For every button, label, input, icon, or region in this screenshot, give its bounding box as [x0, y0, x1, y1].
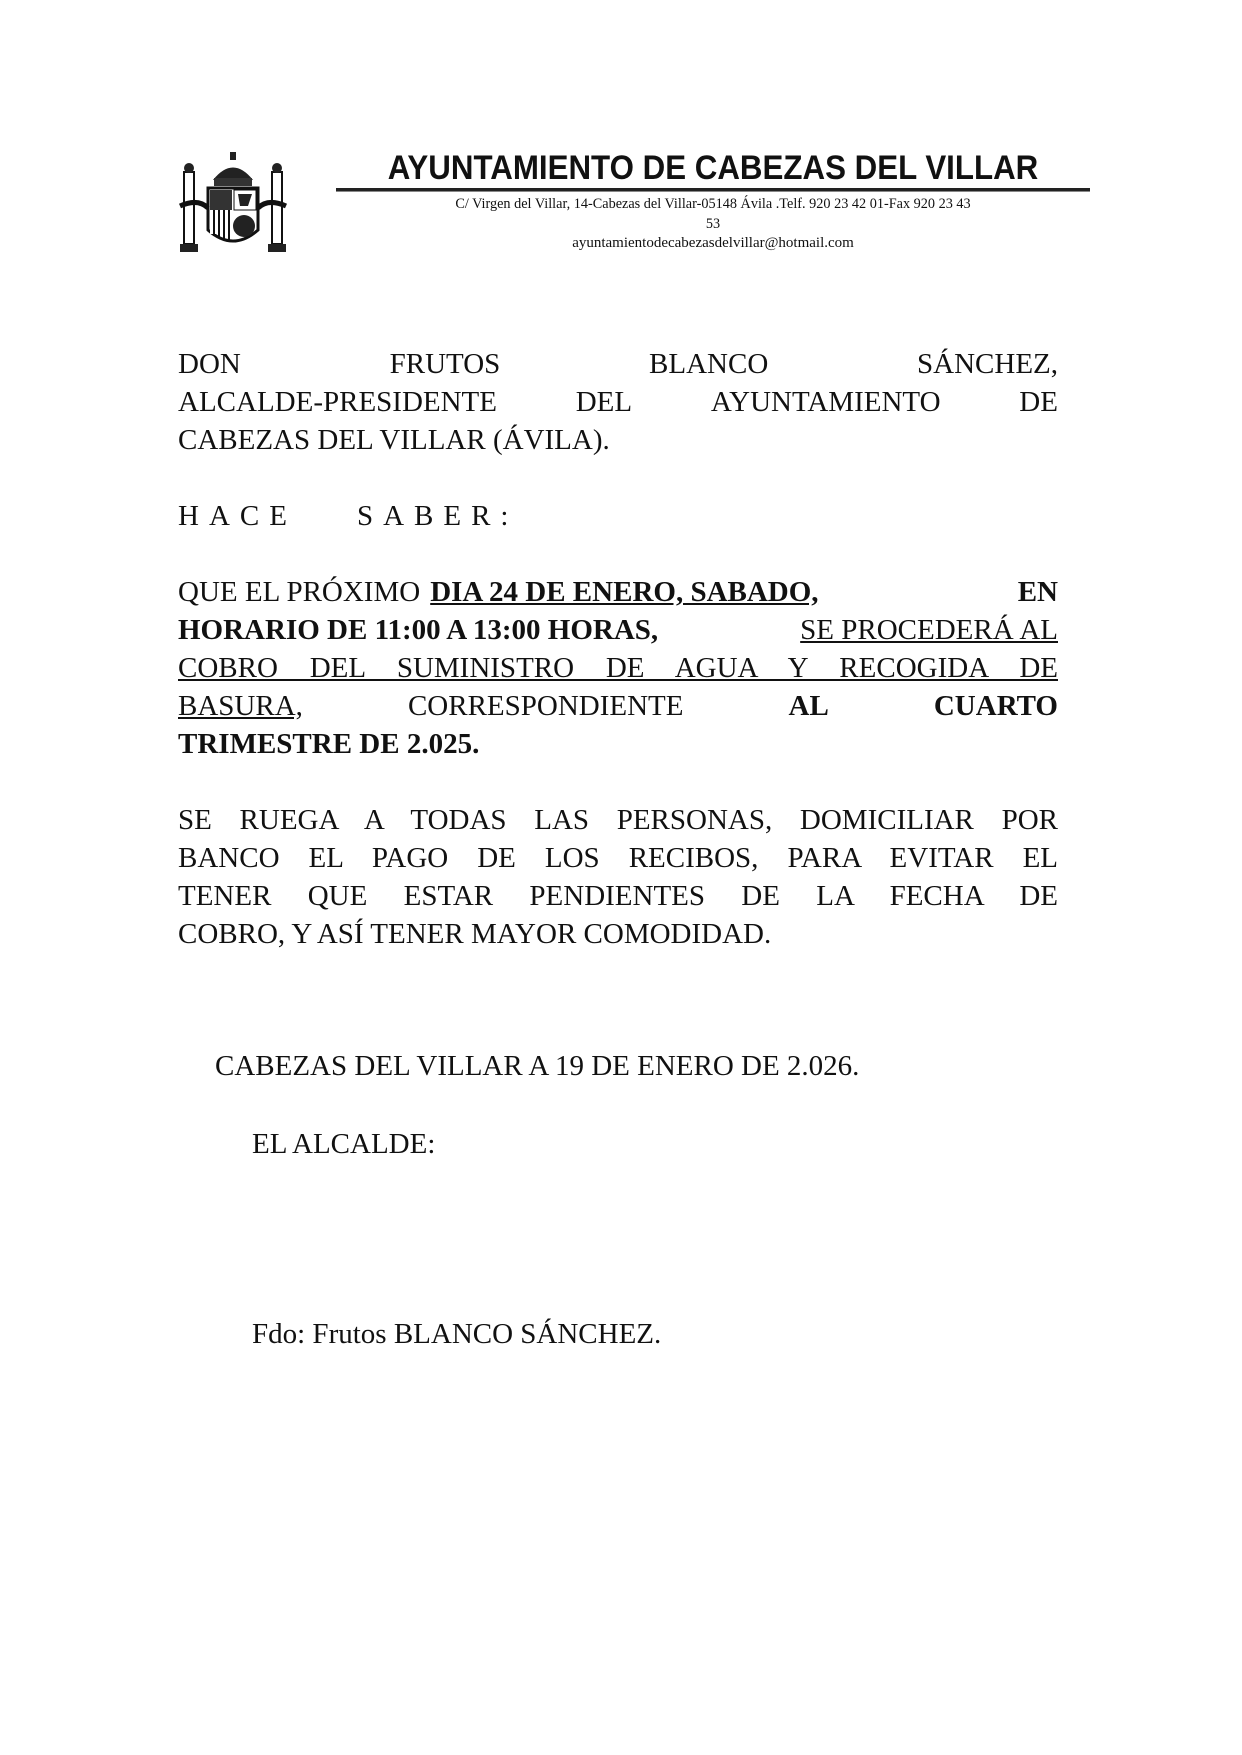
request-line-1: SE RUEGA A TODAS LAS PERSONAS, DOMICILIAR POR [178, 804, 1058, 836]
hace-saber-heading [178, 497, 1058, 535]
intro-word: DE [1019, 386, 1058, 418]
notice-text: QUE EL PRÓXIMO [178, 576, 421, 608]
intro-line-3: CABEZAS DEL VILLAR (ÁVILA). [178, 424, 610, 456]
intro-word: DEL [575, 386, 633, 418]
notice-text-underlined: SE PROCEDERÁ AL [800, 614, 1058, 646]
notice-line-2 [178, 611, 1058, 649]
notice-text: CORRESPONDIENTE [407, 690, 684, 722]
signature-name: Fdo: Frutos BLANCO SÁNCHEZ. [252, 1318, 662, 1350]
intro-word: SÁNCHEZ, [917, 348, 1058, 380]
place-and-date: CABEZAS DEL VILLAR A 19 DE ENERO DE 2.026. [215, 1050, 860, 1082]
address-line-continued: 53 [705, 216, 721, 232]
signature-title: EL ALCALDE: [252, 1128, 436, 1160]
notice-line-5: TRIMESTRE DE 2.025. [178, 728, 480, 760]
intro-word: FRUTOS [389, 348, 501, 380]
intro-word: BLANCO [649, 348, 769, 380]
intro-word: ALCALDE-PRESIDENTE [178, 386, 497, 418]
request-line-4: COBRO, Y ASÍ TENER MAYOR COMODIDAD. [178, 918, 772, 950]
address-line: C/ Virgen del Villar, 14-Cabezas del Villar-05148 Ávila .Telf. 920 23 42 01-Fax 920 23 43 [455, 196, 971, 212]
intro-paragraph [178, 345, 1058, 459]
letterhead [178, 150, 1118, 260]
notice-body [178, 345, 1058, 991]
saber-word: SABER: [356, 500, 519, 532]
request-line-3: TENER QUE ESTAR PENDIENTES DE LA FECHA DE [178, 880, 1058, 912]
request-paragraph [178, 801, 1058, 953]
intro-word: DON [178, 348, 241, 380]
coat-of-arms-icon [178, 150, 288, 255]
notice-date-highlight: DIA 24 DE ENERO, SABADO, [430, 576, 819, 608]
intro-line-1 [178, 345, 1058, 383]
notice-text-bold: CUARTO [933, 690, 1058, 722]
notice-line-3: COBRO DEL SUMINISTRO DE AGUA Y RECOGIDA DE [178, 652, 1058, 684]
notice-paragraph [178, 573, 1058, 763]
request-line-2: BANCO EL PAGO DE LOS RECIBOS, PARA EVITAR EL [178, 842, 1058, 874]
letterhead-text [328, 150, 1098, 252]
email-address: ayuntamientodecabezasdelvillar@hotmail.com [572, 235, 854, 251]
notice-text-underlined: BASURA, [178, 690, 303, 722]
notice-line-1 [178, 573, 1058, 611]
notice-text-bold: AL [788, 690, 829, 722]
notice-text-bold: EN [1017, 576, 1058, 608]
organization-title: AYUNTAMIENTO DE CABEZAS DEL VILLAR [387, 149, 1039, 187]
title-underline [336, 188, 1090, 192]
notice-time-highlight: HORARIO DE 11:00 A 13:00 HORAS, [178, 614, 659, 646]
intro-word: AYUNTAMIENTO [710, 386, 941, 418]
intro-line-2 [178, 383, 1058, 421]
hace-word: HACE [178, 500, 297, 532]
notice-line-4 [178, 687, 1058, 725]
